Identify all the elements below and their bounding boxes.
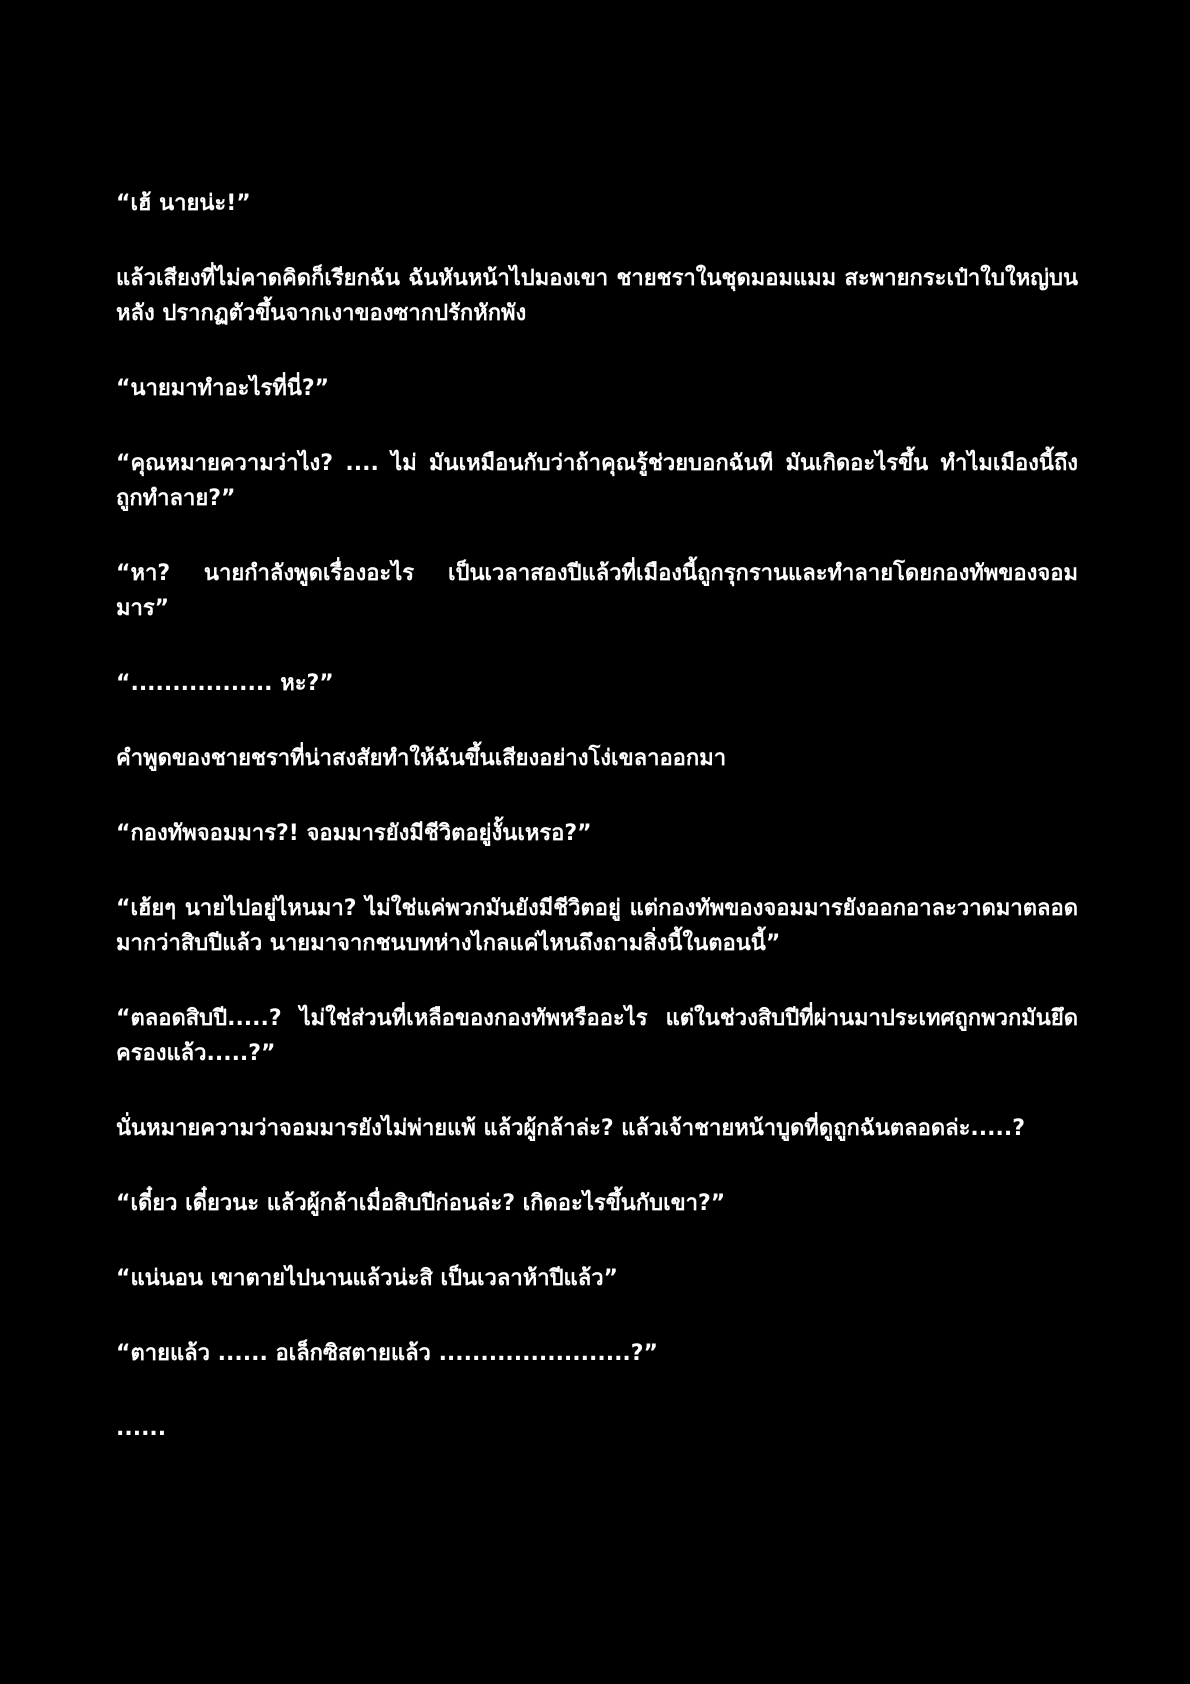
- story-text: [116, 186, 1078, 1486]
- paragraph: “................. หะ?”: [116, 671, 334, 696]
- paragraph: “กองทัพจอมมาร?! จอมมารยังมีชีวิตอยู่งั้นเหรอ?”: [116, 821, 592, 846]
- paragraph: แล้วเสียงที่ไม่คาดคิดก็เรียกฉัน ฉันหันหน้าไปมองเขา ชายชราในชุดมอมแมม สะพายกระเป๋าใบใหญ่บนหลัง ปรากฏตัวขึ้นจากเงาของซากปรักหักพัง: [116, 266, 1078, 326]
- paragraph: “หา? นายกำลังพูดเรื่องอะไร เป็นเวลาสองปีแล้วที่เมืองนี้ถูกรุกรานและทำลายโดยกองทัพของจอมมาร”: [116, 561, 1078, 621]
- paragraph: “เฮ้ยๆ นายไปอยู่ไหนมา? ไม่ใช่แค่พวกมันยังมีชีวิตอยู่ แต่กองทัพของจอมมารยังออกอาละวาดมาตลอดมากว่าสิบปีแล้ว นายมาจากชนบทห่างไกลแค่ไหนถึงถามสิ่งนี้ในตอนนี้”: [116, 896, 1078, 956]
- paragraph: “แน่นอน เขาตายไปนานแล้วน่ะสิ เป็นเวลาห้าปีแล้ว”: [116, 1266, 619, 1291]
- paragraph: “คุณหมายความว่าไง? .... ไม่ มันเหมือนกับว่าถ้าคุณรู้ช่วยบอกฉันที มันเกิดอะไรขึ้น ทำไมเมืองนี้ถึงถูกทำลาย?”: [116, 451, 1078, 511]
- paragraph: นั่นหมายความว่าจอมมารยังไม่พ่ายแพ้ แล้วผู้กล้าล่ะ? แล้วเจ้าชายหน้าบูดที่ดูถูกฉันตลอดล่ะ.....?: [116, 1116, 1025, 1141]
- paragraph: “นายมาทำอะไรที่นี่?”: [116, 376, 330, 401]
- paragraph: ......: [116, 1416, 167, 1441]
- paragraph: “เดี๋ยว เดี๋ยวนะ แล้วผู้กล้าเมื่อสิบปีก่อนล่ะ? เกิดอะไรขึ้นกับเขา?”: [116, 1191, 726, 1216]
- paragraph: คำพูดของชายชราที่น่าสงสัยทำให้ฉันขึ้นเสียงอย่างโง่เขลาออกมา: [116, 746, 727, 771]
- paragraph: “ตายแล้ว ...... อเล็กซิสตายแล้ว .......................?”: [116, 1341, 659, 1366]
- paragraph: “เฮ้ นายน่ะ!”: [116, 191, 251, 216]
- paragraph: “ตลอดสิบปี.....? ไม่ใช่ส่วนที่เหลือของกองทัพหรืออะไร แต่ในช่วงสิบปีที่ผ่านมาประเทศถูกพวกมันยึดครองแล้ว.....?”: [116, 1006, 1078, 1066]
